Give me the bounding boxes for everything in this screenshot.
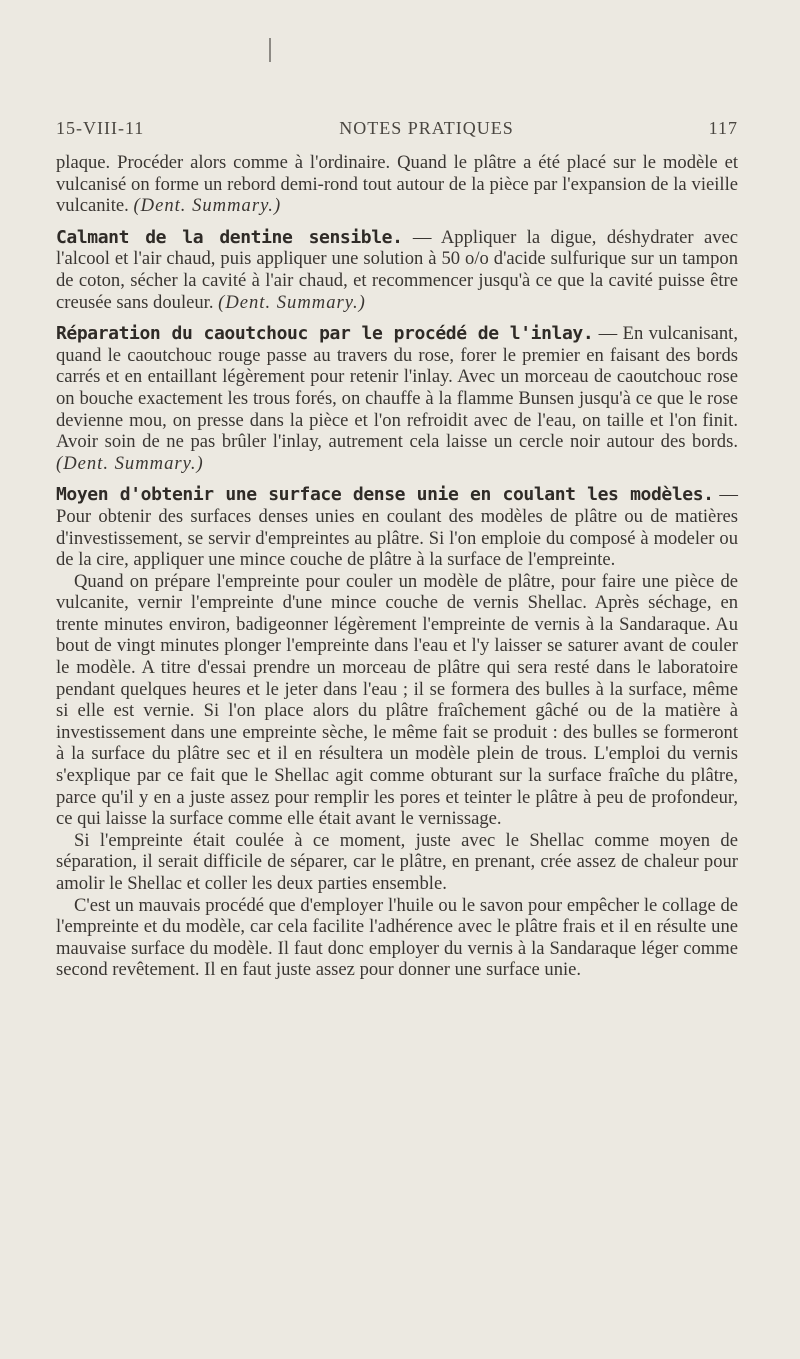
section-dentine: Calmant de la dentine sensible. — Appliquer la digue, déshydrater avec l'alcool et l'air chaud, puis appliquer une solution à 50 o/o d'acide sulfurique sur un tampon de coton, sécher la cavité à l'air chaud, et recommencer jusqu'à ce que la cavité puisse être creusée sans douleur. (Dent. Summary.) [56, 226, 739, 313]
source-citation: (Dent. Summary.) [133, 195, 282, 217]
paragraph-huile: C'est un mauvais procédé que d'employer l'huile ou le savon pour empêcher le collage de l'empreinte et du modèle, car cela facilite l'adhérence avec le plâtre frais et il en résulte une mauvaise surface du modèle. Il faut donc employer du vernis à la Sandaraque léger comme second revêtement. Il en faut juste assez pour donner une surface unie. [56, 894, 738, 981]
ink-mark [269, 38, 271, 62]
section-heading: Moyen d'obtenir une surface dense unie en coulant les modèles. [56, 484, 714, 506]
paragraph-preparation: Quand on prépare l'empreinte pour couler un modèle de plâtre, pour faire une pièce de vulcanite, vernir l'empreinte d'une mince couche de vernis Shellac. Après séchage, en trente minutes environ, badigeonner légèrement l'empreinte de vernis à la Sandaraque. Au bout de vingt minutes plonger l'empreinte dans l'eau et l'y laisser se saturer avant de couler le modèle. A titre d'essai prendre un morceau de plâtre qui sera resté dans le laboratoire pendant quelques heures et le jeter dans l'eau ; il se formera des bulles à la surface, même si elle est vernie. Si l'on place alors du plâtre fraîchement gâché ou de la matière à investissement dans une empreinte sèche, le même fait se produit : des bulles se formeront à la surface du plâtre sec et il en résultera un modèle plein de trous. L'emploi du vernis s'explique par ce fait que le Shellac agit comme obturant sur la surface fraîche du plâtre, parce qu'il y en a juste assez pour remplir les pores et teinter le plâtre à peu de profondeur, ce qui laisse la surface comme elle était avant le vernissage. [56, 570, 738, 830]
paragraph-plaque: plaque. Procéder alors comme à l'ordinaire. Quand le plâtre a été placé sur le modèle et vulcanisé on forme un rebord demi-rond tout autour de la pièce par l'expansion de la vieille vulcanite. (Dent. Summary.) [56, 152, 738, 217]
body-text [56, 152, 738, 981]
section-inlay: Réparation du caoutchouc par le procédé de l'inlay. — En vulcanisant, quand le caoutchouc rouge passe au travers du rose, forer le premier en faisant des bords carrés et en entaillant légèrement pour retenir l'inlay. Avec un morceau de caoutchouc rose on bouche exactement les trous forés, on chauffe à la flamme Bunsen jusqu'à ce que le rose devienne mou, on presse dans la pièce et l'on refroidit avec de l'eau, on taille et l'on finit. Avoir soin de ne pas brûler l'inlay, autrement cela laisse un cercle noir autour des bords. (Dent. Summary.) [56, 323, 738, 474]
page-number: 117 [708, 118, 738, 138]
running-header [56, 118, 738, 139]
paragraph-separation: Si l'empreinte était coulée à ce moment, juste avec le Shellac comme moyen de séparation, il serait difficile de séparer, car le plâtre, en prenant, crée assez de chaleur pour amolir le Shellac et coller les deux parties ensemble. [56, 829, 738, 894]
source-citation: (Dent. Summary.) [56, 452, 204, 474]
section-surface-dense: Moyen d'obtenir une surface dense unie en coulant les modèles. — Pour obtenir des surfaces denses unies en coulant des modèles de plâtre ou de matières d'investissement, se servir d'empreintes au plâtre. Si l'on emploie du composé à modeler ou de la cire, appliquer une mince couche de plâtre à la surface de l'empreinte. [56, 484, 739, 571]
source-citation: (Dent. Summary.) [218, 291, 366, 313]
section-heading: Réparation du caoutchouc par le procédé de l'inlay. [56, 323, 594, 345]
section-heading: Calmant de la dentine sensible. [56, 226, 403, 248]
header-title: NOTES PRATIQUES [339, 118, 514, 138]
issue-date: 15-VIII-11 [56, 118, 145, 138]
